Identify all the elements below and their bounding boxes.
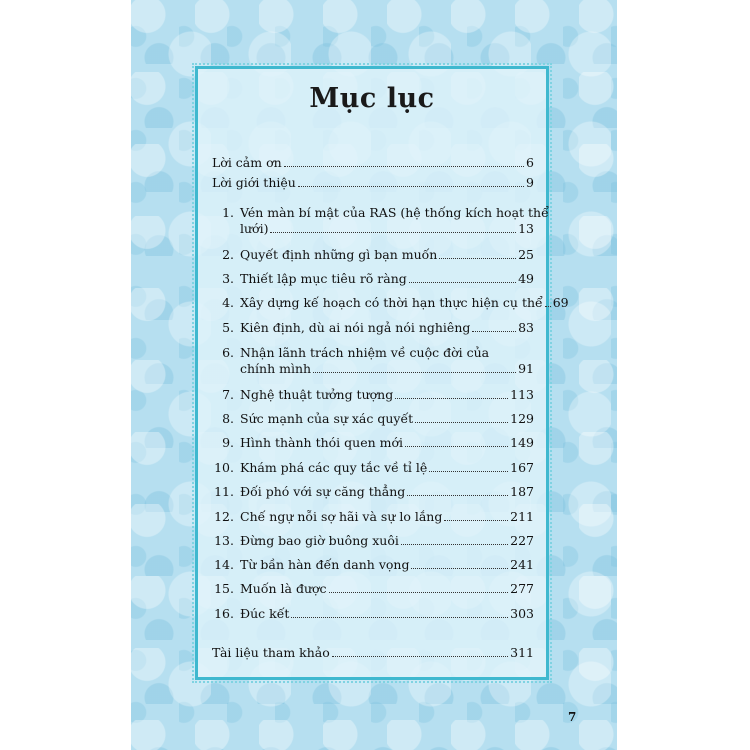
toc-entry-acknowledgements: Lời cảm ơn 6 [212,155,534,170]
toc-entry-chapter-8: 8. Sức mạnh của sự xác quyết 129 [222,411,534,426]
toc-entry-chapter-4: 4. Xây dựng kế hoạch có thời hạn thực hiện cụ thể 69 [222,295,569,310]
toc-entry-chapter-7: 7. Nghệ thuật tưởng tượng 113 [222,387,534,402]
dot-leader [409,282,516,283]
toc-entry-chapter-6: 6. Nhận lãnh trách nhiệm về cuộc đời của chính mình 91 [222,345,534,376]
toc-entry-references: Tài liệu tham khảo 311 [212,645,534,660]
dot-leader [270,232,516,233]
dot-leader [405,446,508,447]
toc-entry-chapter-14: 14. Từ bần hàn đến danh vọng 241 [214,557,534,572]
toc-box [195,66,569,680]
dot-leader [291,617,508,618]
toc-entry-chapter-9: 9. Hình thành thói quen mới 149 [222,435,534,450]
dot-leader [444,520,508,521]
toc-entry-chapter-12: 12. Chế ngự nỗi sợ hãi và sự lo lắng 211 [214,509,534,524]
dot-leader [429,471,508,472]
dot-leader [545,306,551,307]
toc-entry-chapter-16: 16. Đúc kết 303 [214,606,534,621]
dot-leader [472,331,516,332]
toc-entry-chapter-1: 1. Vén màn bí mật của RAS (hệ thống kích hoạt thể lưới) 13 [222,205,549,236]
dot-leader [415,422,508,423]
dot-leader [395,398,508,399]
page-number: 7 [568,710,577,724]
dot-leader [411,568,508,569]
toc-entry-chapter-15: 15. Muốn là được 277 [214,581,534,596]
toc-entry-chapter-10: 10. Khám phá các quy tắc về tỉ lệ 167 [214,460,534,475]
toc-entry-introduction: Lời giới thiệu 9 [212,175,534,190]
page-title: Mục lục [309,83,435,114]
dot-leader [439,258,516,259]
dot-leader [332,656,508,657]
dot-leader [284,166,524,167]
toc-entry-chapter-5: 5. Kiên định, dù ai nói ngả nói nghiêng 83 [222,320,534,335]
dot-leader [329,592,509,593]
dot-leader [401,544,508,545]
toc-entry-chapter-2: 2. Quyết định những gì bạn muốn 25 [222,247,534,262]
toc-entry-chapter-13: 13. Đừng bao giờ buông xuôi 227 [214,533,534,548]
dot-leader [407,495,508,496]
toc-entry-chapter-11: 11. Đối phó với sự căng thẳng 187 [214,484,534,499]
dot-leader [313,372,516,373]
dot-leader [298,186,524,187]
toc-entry-chapter-3: 3. Thiết lập mục tiêu rõ ràng 49 [222,271,534,286]
